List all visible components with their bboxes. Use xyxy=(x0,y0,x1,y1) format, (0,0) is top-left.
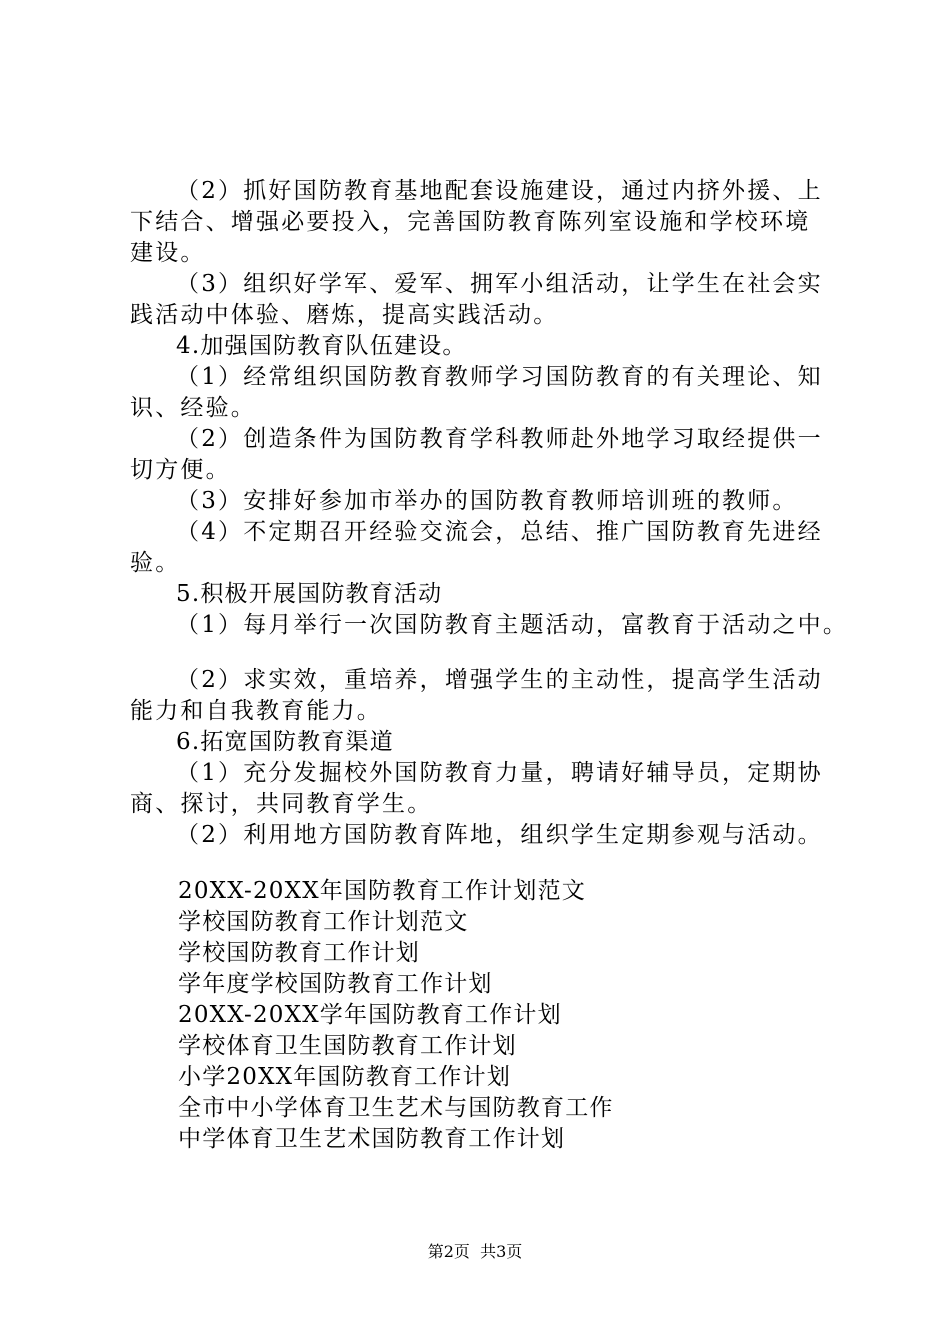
paragraph-monthly-activity: （1）每月举行一次国防教育主题活动，富教育于活动之中。 xyxy=(176,612,849,638)
paragraph-teacher-study-line-2: 识、经验。 xyxy=(130,395,256,421)
section-heading-6: 6.拓宽国防教育渠道 xyxy=(176,729,394,755)
related-link-1[interactable]: 20XX-20XX年国防教育工作计划范文 xyxy=(178,878,586,904)
paragraph-local-base: （2）利用地方国防教育阵地，组织学生定期参观与活动。 xyxy=(176,822,823,848)
page-number-footer: 第2页 共3页 xyxy=(427,1242,523,1261)
related-link-5[interactable]: 20XX-20XX学年国防教育工作计划 xyxy=(178,1002,562,1028)
paragraph-exchange-meeting-line-2: 验。 xyxy=(130,550,181,576)
paragraph-external-forces-line-2: 商、探讨，共同教育学生。 xyxy=(130,791,433,817)
paragraph-facility-line-2: 下结合、增强必要投入，完善国防教育陈列室设施和学校环境 xyxy=(130,209,811,235)
paragraph-exchange-meeting-line-1: （4）不定期召开经验交流会，总结、推广国防教育先进经 xyxy=(176,519,823,545)
paragraph-teacher-travel-line-2: 切方便。 xyxy=(130,457,231,483)
paragraph-army-groups-line-2: 践活动中体验、磨炼，提高实践活动。 xyxy=(130,302,559,328)
related-link-7[interactable]: 小学20XX年国防教育工作计划 xyxy=(178,1064,512,1090)
paragraph-initiative-line-1: （2）求实效，重培养，增强学生的主动性，提高学生活动 xyxy=(176,667,823,693)
paragraph-facility-line-3: 建设。 xyxy=(130,240,206,266)
paragraph-facility-line-1: （2）抓好国防教育基地配套设施建设，通过内挤外援、上 xyxy=(176,178,823,204)
related-link-9[interactable]: 中学体育卫生艺术国防教育工作计划 xyxy=(178,1126,566,1152)
paragraph-army-groups-line-1: （3）组织好学军、爱军、拥军小组活动，让学生在社会实 xyxy=(176,271,823,297)
paragraph-external-forces-line-1: （1）充分发掘校外国防教育力量，聘请好辅导员，定期协 xyxy=(176,760,823,786)
paragraph-training-class: （3）安排好参加市举办的国防教育教师培训班的教师。 xyxy=(176,488,798,514)
section-heading-5: 5.积极开展国防教育活动 xyxy=(176,581,443,607)
paragraph-teacher-travel-line-1: （2）创造条件为国防教育学科教师赴外地学习取经提供一 xyxy=(176,426,823,452)
section-heading-4: 4.加强国防教育队伍建设。 xyxy=(176,333,467,359)
related-link-6[interactable]: 学校体育卫生国防教育工作计划 xyxy=(178,1033,517,1059)
related-link-4[interactable]: 学年度学校国防教育工作计划 xyxy=(178,971,493,997)
related-link-3[interactable]: 学校国防教育工作计划 xyxy=(178,940,420,966)
paragraph-initiative-line-2: 能力和自我教育能力。 xyxy=(130,698,382,724)
related-link-8[interactable]: 全市中小学体育卫生艺术与国防教育工作 xyxy=(178,1095,614,1121)
paragraph-teacher-study-line-1: （1）经常组织国防教育教师学习国防教育的有关理论、知 xyxy=(176,364,823,390)
related-link-2[interactable]: 学校国防教育工作计划范文 xyxy=(178,909,469,935)
